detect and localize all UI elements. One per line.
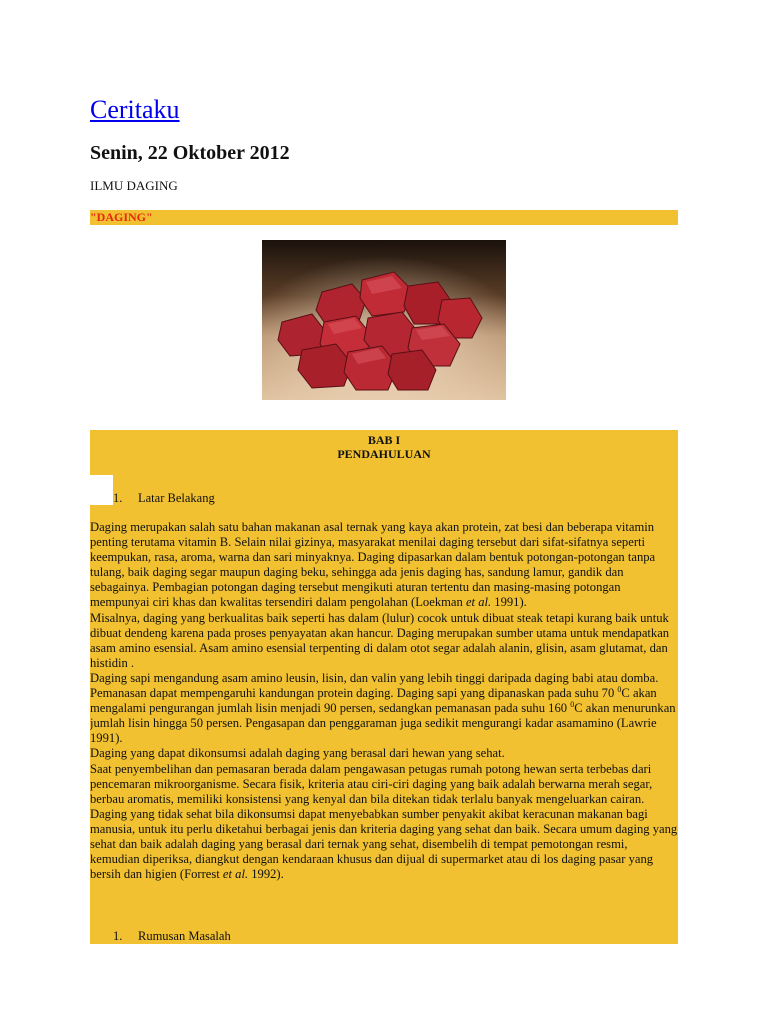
list-item-latar-belakang: 1. Latar Belakang (113, 491, 215, 505)
blog-title-link[interactable]: Ceritaku (90, 95, 180, 124)
list-item-rumusan-masalah: 1. Rumusan Masalah (113, 929, 231, 943)
paragraphs (90, 520, 678, 882)
paragraph-4: Daging yang dapat dikonsumsi adalah daging yang berasal dari hewan yang sehat. (90, 746, 505, 761)
article-body (90, 430, 678, 944)
chapter-title: PENDAHULUAN (337, 447, 431, 461)
highlight-bar (90, 210, 678, 225)
paragraph-5: Saat penyembelihan dan pemasaran berada dalam pengawasan petugas rumah potong hewan serta terbebas dari pencemaran mikroorganisme. Secara fisik, kriteria atau ciri-ciri daging yang baik adalah berwarna merah segar, berbau aromatis, memiliki konsistensi yang kenyal dan bila ditekan tidak terlalu banyak mengeluarkan cairan. Daging yang tidak sehat bila dikonsumsi dapat menyebabkan sumber penyakit akibat keracunan makanan bagi manusia, untuk itu perlu diketahui berbagai jenis dan kriteria daging yang sehat dan baik. Secara umum daging yang sehat dan baik adalah daging yang berasal dari ternak yang sehat, disembelih di tempat pemotongan resmi, kemudian diperiksa, diangkut dengan kendaraan khusus dan dijual di supermarket atau di los daging pasar yang bersih dan higien (Forrest et al. 1992). (90, 761, 678, 882)
list-marker-block (90, 475, 113, 505)
paragraph-2: Misalnya, daging yang berkualitas baik seperti has dalam (lulur) cocok untuk dibuat steak tetapi kurang baik untuk dibuat dendeng karena pada proses penyayatan akan hancur. Daging merupakan sumber utama untuk mendapatkan asam amino esensial. Asam amino esensial terpenting di dalam otot segar adalah alanin, glisin, asam glutamat, dan histidin . (90, 610, 670, 670)
post-date: Senin, 22 Oktober 2012 (90, 142, 290, 164)
paragraph-1: Daging merupakan salah satu bahan makanan asal ternak yang kaya akan protein, zat besi dan beberapa vitamin penting terutama vitamin B. Selain nilai gizinya, masyarakat menilai daging tersebut dari sifat-sifatnya seperti keempukan, rasa, aroma, warna dan sari minyaknya. Daging dipasarkan dalam bentuk potongan-potongan tanpa tulang, baik daging segar maupun daging beku, sehingga ada jenis daging has, sandung lamur, gandik dan sebagainya. Pembagian potongan daging tersebut mengikuti aturan tertentu dan masing-masing potongan mempunyai ciri khas dan kwalitas tersendiri dalam pengolahan (Loekman et al. 1991). (90, 520, 656, 610)
meat-cubes-image (262, 240, 506, 400)
paragraph-3: Daging sapi mengandung asam amino leusin, lisin, dan valin yang lebih tinggi daripada daging babi atau domba. Pemanasan dapat mempengaruhi kandungan protein daging. Daging sapi yang dipanaskan pada suhu 70 $^0$C akan mengalami pengurangan jumlah lisin menjadi 90 persen, sedangkan pemanasan pada suhu 160 $^0$C akan menurunkan jumlah lisin hingga 50 persen. Pengasapan dan penggaraman juga sedikit mengurangi kadar asamamino (Lawrie 1991). (90, 670, 676, 746)
post-title[interactable]: ILMU DAGING (90, 178, 178, 193)
chapter-number: BAB I (367, 433, 401, 447)
highlight-label: "DAGING" (90, 210, 153, 224)
